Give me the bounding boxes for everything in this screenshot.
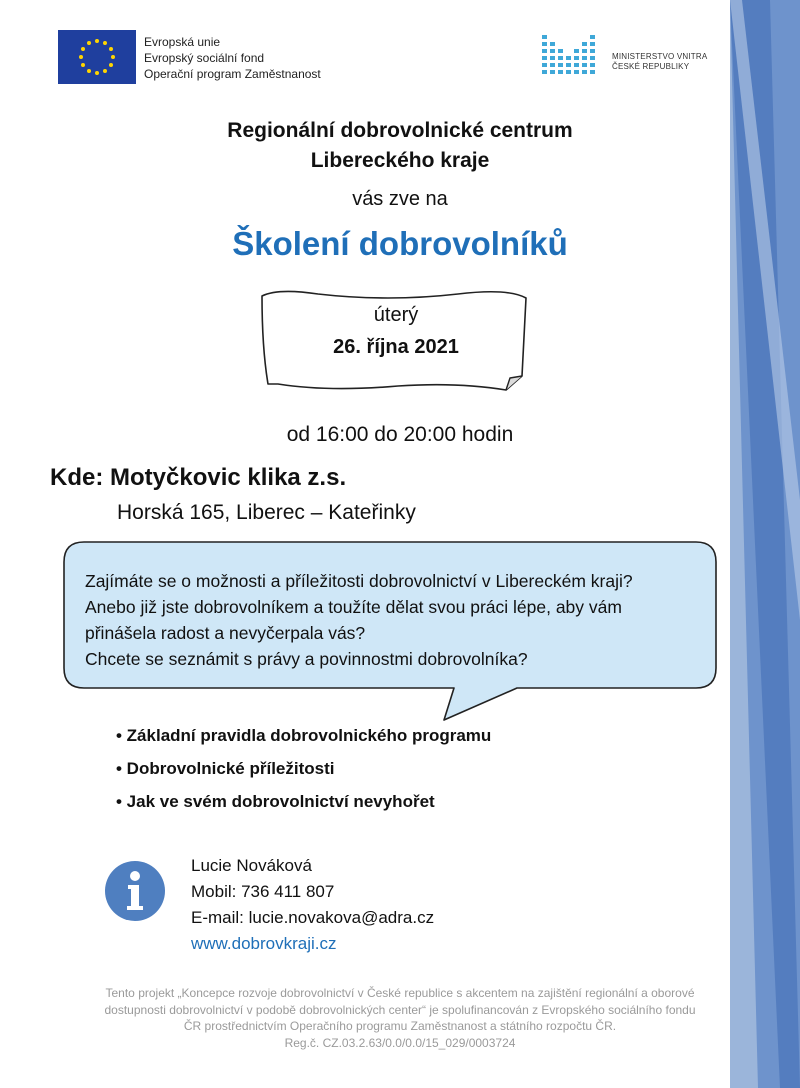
- footer-line: Tento projekt „Koncepce rozvoje dobrovolnictví v České republice s akcentem na zajištění regionální a oborové: [105, 986, 695, 1000]
- eu-line: Evropský sociální fond: [144, 51, 265, 65]
- event-time: od 16:00 do 20:00 hodin: [286, 423, 514, 446]
- event-date: 26. října 2021: [333, 336, 459, 358]
- bubble-line: přinášela radost a nevyčerpala vás?: [85, 623, 366, 643]
- eu-program-text: [144, 34, 321, 82]
- eu-line: Operační program Zaměstnanost: [144, 67, 321, 81]
- organizer-line: Regionální dobrovolnické centrum: [227, 119, 573, 142]
- topic-item: • Dobrovolnické příležitosti: [116, 759, 335, 778]
- bubble-line: Anebo již jste dobrovolníkem a toužíte dělat svou práci lépe, aby vám: [85, 597, 622, 617]
- eu-flag-icon: [58, 30, 136, 84]
- website-link[interactable]: www.dobrovkraji.cz: [191, 934, 337, 953]
- event-title: Školení dobrovolníků: [232, 225, 568, 262]
- organizer: [0, 116, 800, 176]
- footer-line: dostupnosti dobrovolnictví v podobě dobrovolnických center“ je spolufinancován z Evropského sociálního fondu: [104, 1002, 696, 1017]
- contact-block: [191, 853, 434, 957]
- topic-list: [116, 724, 491, 823]
- topic-item: • Jak ve svém dobrovolnictví nevyhořet: [116, 792, 435, 811]
- ministry-text: [612, 52, 707, 72]
- venue-label: Kde: Motyčkovic klika z.s.: [50, 464, 347, 491]
- footer-line: Reg.č. CZ.03.2.63/0.0/0.0/15_029/0003724: [284, 1035, 516, 1050]
- ministry-logo-icon: [542, 33, 604, 79]
- info-icon: [104, 860, 166, 922]
- venue-address: Horská 165, Liberec – Kateřinky: [117, 501, 416, 524]
- funding-footer: [0, 985, 800, 1051]
- invite-text: vás zve na: [352, 188, 448, 210]
- event-day: úterý: [373, 304, 419, 326]
- contact-name: Lucie Nováková: [191, 856, 312, 875]
- bubble-line: Chcete se seznámit s právy a povinnostmi dobrovolníka?: [85, 649, 528, 669]
- footer-line: ČR prostřednictvím Operačního programu Zaměstnanost a státního rozpočtu ČR.: [183, 1019, 617, 1033]
- topic-item: • Základní pravidla dobrovolnického programu: [116, 726, 492, 745]
- contact-mobile: Mobil: 736 411 807: [191, 882, 335, 901]
- ministry-line: MINISTERSTVO VNITRA: [612, 52, 708, 61]
- bubble-text: [85, 568, 705, 672]
- ministry-line: ČESKÉ REPUBLIKY: [612, 62, 690, 71]
- organizer-line: Libereckého kraje: [310, 149, 490, 172]
- eu-line: Evropská unie: [144, 35, 221, 49]
- contact-email[interactable]: E-mail: lucie.novakova@adra.cz: [191, 908, 435, 927]
- bubble-line: Zajímáte se o možnosti a příležitosti dobrovolnictví v Libereckém kraji?: [85, 571, 633, 591]
